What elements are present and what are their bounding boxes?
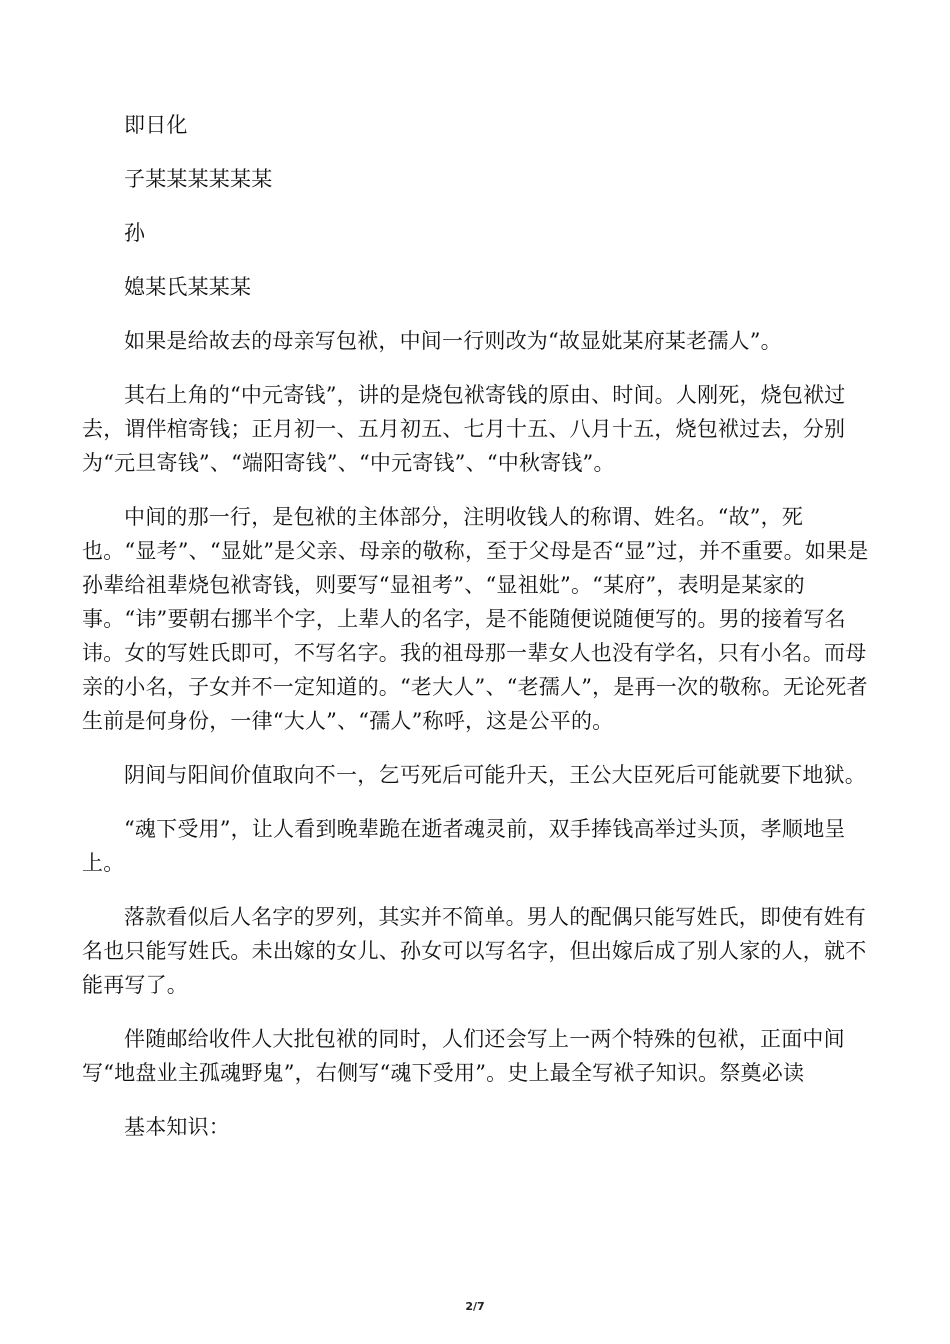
paragraph-7: 中间的那一行，是包袱的主体部分，注明收钱人的称谓、姓名。“故”，死也。“显考”、“显妣”是父亲、母亲的敬称，至于父母是否“显”过，并不重要。如果是孙辈给祖辈烧包袱寄钱，则要写“显祖考”、“显祖妣”。“某府”，表明是某家的事。“讳”要朝右挪半个字，上辈人的名字，是不能随便说随便写的。男的接着写名讳。女的写姓氏即可，不写名字。我的祖母那一辈女人也没有学名，只有小名。而母亲的小名，子女并不一定知道的。“老大人”、“老孺人”，是再一次的敬称。无论死者生前是何身份，一律“大人”、“孺人”称呼，这是公平的。 xyxy=(82,505,869,733)
paragraph-1: 即日化 xyxy=(124,113,188,137)
paragraph-11: 伴随邮给收件人大批包袱的同时，人们还会写上一两个特殊的包袱，正面中间写“地盘业主孤魂野鬼”，右侧写“魂下受用”。史上最全写袱子知识。祭奠必读 xyxy=(82,1027,845,1085)
paragraph-6: 其右上角的“中元寄钱”，讲的是烧包袱寄钱的原由、时间。人刚死，烧包袱过去，谓伴棺寄钱；正月初一、五月初五、七月十五、八月十五，烧包袱过去，分别为“元旦寄钱”、“端阳寄钱”、“中元寄钱”、“中秋寄钱”。 xyxy=(82,383,846,475)
paragraph-4: 媳某氏某某某 xyxy=(124,275,252,299)
document-body xyxy=(82,108,874,1164)
paragraph-9: “魂下受用”，让人看到晚辈跪在逝者魂灵前，双手捧钱高举过头顶，孝顺地呈上。 xyxy=(82,817,846,875)
paragraph-8: 阴间与阳间价值取向不一，乞丐死后可能升天，王公大臣死后可能就要下地狱。 xyxy=(124,763,866,787)
paragraph-3: 孙 xyxy=(124,221,146,245)
page-number: 2/7 xyxy=(465,1300,485,1313)
paragraph-5: 如果是给故去的母亲写包袱，中间一行则改为“故显妣某府某老孺人”。 xyxy=(124,329,782,353)
paragraph-10: 落款看似后人名字的罗列，其实并不简单。男人的配偶只能写姓氏，即使有姓有名也只能写姓氏。未出嫁的女儿、孙女可以写名字，但出嫁后成了别人家的人，就不能再写了。 xyxy=(82,905,867,997)
paragraph-2: 子某某某某某某 xyxy=(124,167,273,191)
paragraph-12: 基本知识： xyxy=(124,1115,230,1139)
